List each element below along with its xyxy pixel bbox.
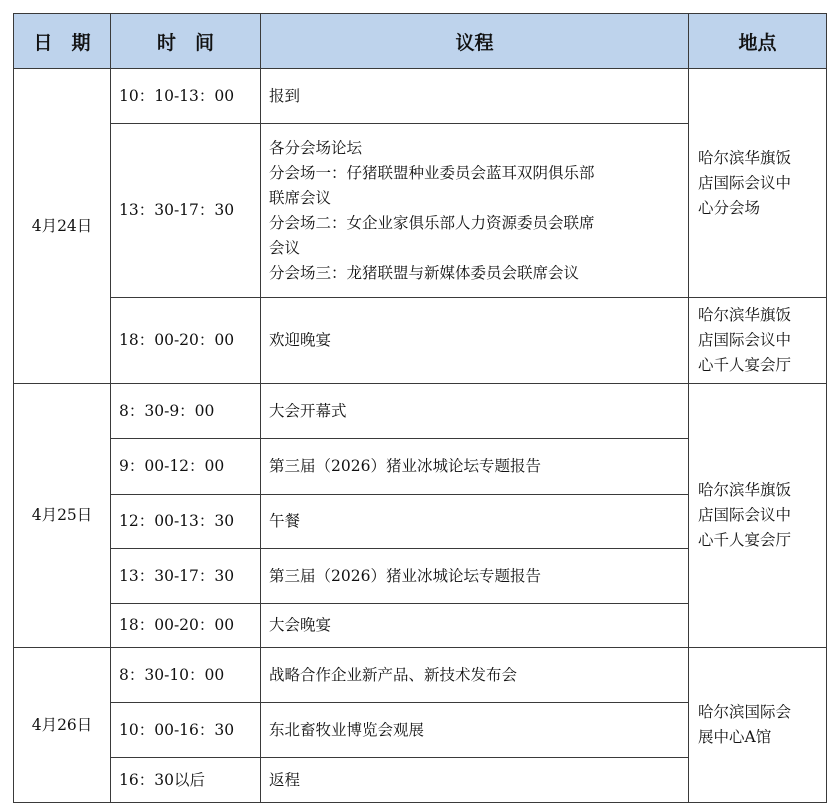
- venue-cell: [689, 298, 827, 384]
- date-cell: 4月26日: [14, 648, 111, 803]
- venue-line: 心千人宴会厅: [698, 356, 792, 374]
- agenda-line: 分会场二：女企业家俱乐部人力资源委员会联席: [269, 213, 595, 232]
- agenda-line: 分会场三：龙猪联盟与新媒体委员会联席会议: [269, 263, 580, 282]
- agenda-line: 东北畜牧业博览会观展: [269, 720, 425, 739]
- date-cell: 4月24日: [14, 69, 111, 384]
- agenda-cell: [261, 549, 689, 604]
- venue-line: 哈尔滨华旗饭: [698, 306, 792, 324]
- table-row: [14, 298, 827, 384]
- header-venue: 地点: [689, 14, 827, 69]
- time-cell: 10：10-13：00: [111, 69, 261, 124]
- time-cell: 12：00-13：30: [111, 495, 261, 549]
- agenda-line: 欢迎晚宴: [269, 331, 332, 349]
- agenda-cell: [261, 604, 689, 648]
- agenda-cell: [261, 758, 689, 803]
- venue-line: 心千人宴会厅: [698, 531, 792, 549]
- header-date: 日 期: [14, 14, 111, 69]
- agenda-cell: [261, 298, 689, 384]
- date-cell: 4月25日: [14, 384, 111, 648]
- agenda-table: [13, 13, 827, 803]
- agenda-cell: [261, 69, 689, 124]
- time-cell: 10：00-16：30: [111, 703, 261, 758]
- time-cell: 8：30-10：00: [111, 648, 261, 703]
- header-row: [14, 14, 827, 69]
- agenda-cell: [261, 495, 689, 549]
- venue-line: 店国际会议中: [698, 331, 792, 349]
- time-cell: 8：30-9：00: [111, 384, 261, 439]
- venue-cell: [689, 648, 827, 803]
- table-row: [14, 648, 827, 703]
- time-cell: 18：00-20：00: [111, 298, 261, 384]
- venue-line: 店国际会议中: [698, 173, 792, 192]
- venue-line: 店国际会议中: [698, 506, 792, 524]
- venue-cell: [689, 384, 827, 648]
- time-cell: 18：00-20：00: [111, 604, 261, 648]
- agenda-line: 会议: [269, 238, 301, 257]
- venue-line: 哈尔滨华旗饭: [698, 481, 792, 499]
- table-row: [14, 384, 827, 439]
- venue-line: 哈尔滨华旗饭: [698, 148, 792, 167]
- agenda-line: 各分会场论坛: [269, 138, 363, 157]
- agenda-line: 第三届（2026）猪业冰城论坛专题报告: [269, 457, 541, 475]
- venue-line: 哈尔滨国际会: [698, 703, 792, 721]
- agenda-line: 午餐: [269, 512, 301, 530]
- agenda-cell: [261, 703, 689, 758]
- agenda-cell: [261, 384, 689, 439]
- venue-cell: [689, 69, 827, 298]
- agenda-line: 分会场一：仔猪联盟种业委员会蓝耳双阴俱乐部: [269, 163, 595, 182]
- agenda-line: 第三届（2026）猪业冰城论坛专题报告: [269, 566, 541, 585]
- time-cell: 9：00-12：00: [111, 439, 261, 495]
- time-cell: 13：30-17：30: [111, 549, 261, 604]
- venue-line: 展中心A馆: [698, 728, 772, 746]
- agenda-line: 报到: [269, 86, 301, 105]
- time-cell: 16：30以后: [111, 758, 261, 803]
- header-agenda: 议程: [261, 14, 689, 69]
- venue-line: 心分会场: [698, 198, 761, 217]
- agenda-line: 大会开幕式: [269, 401, 347, 420]
- agenda-line: 战略合作企业新产品、新技术发布会: [269, 665, 518, 684]
- agenda-cell: [261, 648, 689, 703]
- agenda-cell: [261, 439, 689, 495]
- time-cell: 13：30-17：30: [111, 124, 261, 298]
- agenda-line: 返程: [269, 770, 301, 789]
- header-time: 时 间: [111, 14, 261, 69]
- table-row: [14, 69, 827, 124]
- agenda-line: 大会晚宴: [269, 616, 332, 634]
- agenda-cell: [261, 124, 689, 298]
- agenda-line: 联席会议: [269, 188, 332, 207]
